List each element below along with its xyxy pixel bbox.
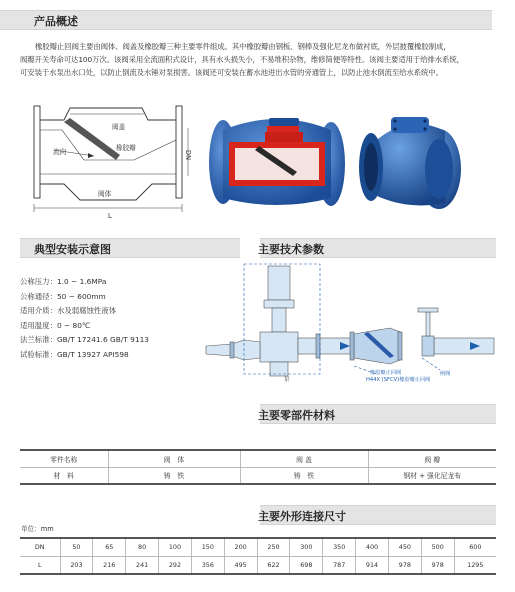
dims-l-cell: 495: [224, 556, 257, 574]
unit-label: 单位：mm: [21, 525, 54, 533]
table-row: [20, 467, 496, 484]
spec-flange-standard: 法兰标准：GB/T 17241.6 GB/T 9113: [20, 335, 149, 345]
valve-section-drawing: [24, 100, 200, 215]
parts-header-cover: 阀 盖: [240, 450, 368, 467]
section-title-install: 典型安装示意图: [34, 243, 111, 256]
dims-dn-cell: 300: [290, 538, 323, 556]
label-dn: DN: [184, 150, 192, 161]
parts-header-body: 阀 体: [108, 450, 240, 467]
dims-l-cell: 292: [159, 556, 192, 574]
intro-line: 橡胶瓣止回阀主要由阀体、阀盖及橡胶瓣三种主要零件组成。其中橡胶瓣由钢板、钢棒及强化尼龙布做衬底，外层披覆橡胶制成，: [35, 42, 451, 51]
dims-l-cell: 622: [257, 556, 290, 574]
section-bar-parts: [260, 404, 496, 424]
dims-l-cell: 787: [323, 556, 356, 574]
dims-dn-cell: 350: [323, 538, 356, 556]
spec-list: [20, 275, 149, 363]
section-bar-install: [20, 238, 240, 258]
dims-dn-cell: 250: [257, 538, 290, 556]
label-gate-valve: 闸阀: [440, 371, 451, 377]
dims-dn-cell: 500: [421, 538, 454, 556]
valve-cutaway-image: [207, 112, 347, 212]
dimensions-table: [20, 537, 496, 575]
dims-header-dn: DN: [20, 538, 60, 556]
label-pump: 泵: [284, 377, 290, 383]
section-bar-dims: [260, 505, 496, 525]
table-row: [20, 556, 496, 574]
dims-dn-cell: 600: [454, 538, 496, 556]
section-bar-params: [260, 238, 496, 258]
spec-medium: 适用介质：水及弱腐蚀性液体: [20, 306, 117, 316]
installation-diagram: [204, 262, 496, 390]
dims-l-cell: 978: [388, 556, 421, 574]
parts-header-name: 零件名称: [20, 450, 108, 467]
parts-cell-cover: 铸 铁: [240, 467, 368, 484]
dims-l-cell: 698: [290, 556, 323, 574]
intro-line: 可安装于水泵出水口处，以防止倒流及水锤对泵损害。该阀还可安装在蓄水池进出水管的旁通管上，以防止池水倒流至给水系统中。: [20, 68, 443, 77]
table-row: [20, 538, 496, 556]
dims-l-cell: 241: [126, 556, 159, 574]
label-check-valve-note: H44X (SFCV)橡胶瓣止回阀: [366, 377, 431, 383]
spec-test-standard: 试验标准：GB/T 13927 API598: [20, 349, 129, 359]
parts-header-disc: 阀 瓣: [368, 450, 496, 467]
spec-diameter: 公称通径：50 ~ 600mm: [20, 291, 106, 301]
dims-l-cell: 216: [93, 556, 126, 574]
label-body: 阀体: [98, 190, 112, 198]
dims-dn-cell: 100: [159, 538, 192, 556]
section-bar-overview: [0, 10, 492, 30]
section-title-parts: 主要零部件材料: [258, 409, 335, 422]
label-flow: 流向: [53, 148, 67, 156]
label-length: L: [108, 212, 112, 220]
section-title-overview: 产品概述: [34, 15, 78, 28]
dims-dn-cell: 80: [126, 538, 159, 556]
intro-line: 阀瓣开关寿命可达100万次。该阀采用全流面积式设计，具有水头损失小，不易堆积杂物，维修简便等特性。该阀主要适用于给排水系统，: [20, 55, 464, 64]
table-row: [20, 450, 496, 467]
dims-dn-cell: 50: [60, 538, 93, 556]
dims-dn-cell: 150: [191, 538, 224, 556]
parts-cell-body: 铸 铁: [108, 467, 240, 484]
dims-dn-cell: 200: [224, 538, 257, 556]
label-disc: 橡胶瓣: [116, 144, 136, 152]
valve-product-image: [355, 107, 463, 213]
dims-dn-cell: 450: [388, 538, 421, 556]
spec-pressure: 公称压力：1.0 ~ 1.6MPa: [20, 277, 107, 286]
parts-table: [20, 449, 496, 485]
dims-l-cell: 1295: [467, 560, 484, 569]
dims-dn-cell: 400: [356, 538, 389, 556]
spec-temperature: 适用温度：0 ~ 80℃: [20, 320, 91, 330]
dims-l-cell: 914: [356, 556, 389, 574]
section-title-dims: 主要外形连接尺寸: [258, 510, 346, 523]
parts-cell-material: 材 料: [20, 467, 108, 484]
intro-paragraph: [20, 40, 498, 79]
dims-l-cell: 203: [60, 556, 93, 574]
dims-header-l: L: [20, 556, 60, 574]
dims-l-cell: 356: [191, 556, 224, 574]
label-check-valve: 橡胶瓣止回阀: [370, 370, 402, 376]
label-cover: 阀盖: [112, 123, 126, 131]
parts-cell-disc: 钢材 + 强化尼龙布: [403, 472, 462, 481]
dims-dn-cell: 65: [93, 538, 126, 556]
section-title-params: 主要技术参数: [258, 243, 324, 256]
dims-l-cell: 978: [421, 556, 454, 574]
